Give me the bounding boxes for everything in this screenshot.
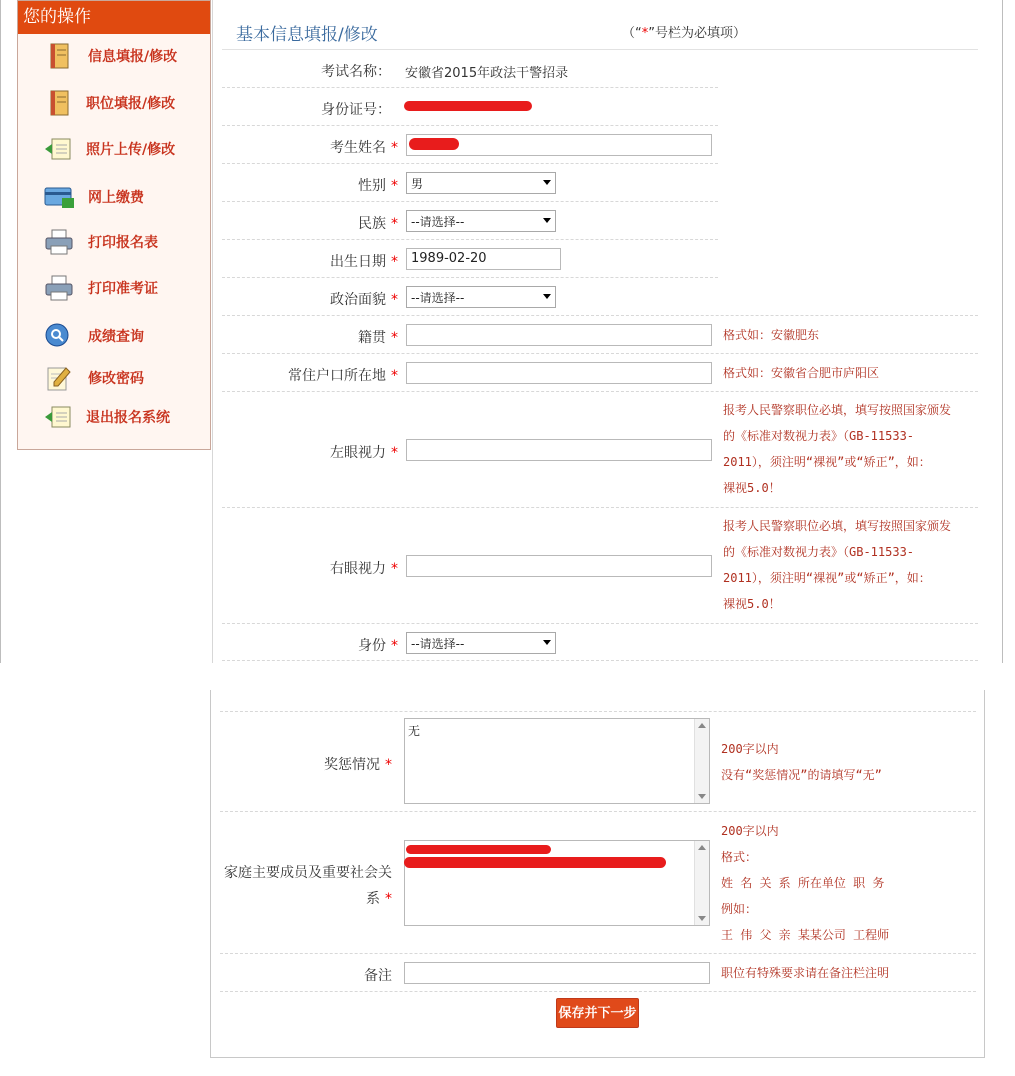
form-title: 基本信息填报/修改: [236, 25, 378, 45]
left-eye-input[interactable]: [406, 439, 712, 461]
chevron-down-icon: [543, 218, 551, 223]
menu-item-info-edit[interactable]: [42, 41, 177, 71]
menu-item-photo-upload[interactable]: [42, 134, 175, 164]
row-divider: [222, 125, 718, 126]
menu-item-exit-system[interactable]: [42, 402, 170, 432]
menu-item-label: 照片上传/修改: [86, 142, 176, 158]
political-status-label: 政治面貌 *: [330, 292, 398, 308]
left-eye-label: 左眼视力 *: [330, 445, 398, 461]
title-divider: [222, 49, 978, 50]
ethnicity-select[interactable]: --请选择--: [406, 210, 556, 232]
row-divider: [222, 163, 718, 164]
id-number-label: 身份证号：: [321, 102, 391, 118]
redaction-mark: [404, 857, 666, 868]
notebook-icon: [42, 89, 76, 117]
edit-pencil-icon: [42, 364, 76, 392]
search-icon: [42, 322, 76, 350]
rewards-hint: 200字以内 没有“奖惩情况”的请填写“无”: [721, 742, 882, 782]
rewards-value: 无: [408, 724, 421, 738]
menu-item-label: 退出报名系统: [86, 410, 170, 426]
frame-border-left: [0, 0, 1, 663]
name-label: 考生姓名 *: [330, 140, 398, 156]
scroll-down-icon: [698, 916, 706, 921]
family-label-line1: 家庭主要成员及重要社会关: [224, 865, 392, 881]
native-place-input[interactable]: [406, 324, 712, 346]
ethnicity-label: 民族 *: [358, 216, 398, 232]
menu-item-change-password[interactable]: [42, 363, 144, 393]
birth-date-label: 出生日期 *: [330, 254, 398, 270]
scroll-down-icon: [698, 794, 706, 799]
operations-sidebar: [17, 0, 211, 450]
menu-item-label: 打印准考证: [88, 281, 158, 297]
row-divider: [222, 201, 718, 202]
row-divider: [222, 239, 718, 240]
left-eye-hint: 报考人民警察职位必填，填写按照国家颁发 的《标准对数视力表》（GB-11533- 2011），须注明“裸视”或“矫正”，如： 裸视5.0！: [723, 403, 952, 495]
row-divider: [220, 991, 976, 992]
frame-border-left: [210, 690, 211, 1058]
upload-document-icon: [42, 135, 76, 163]
row-divider: [222, 277, 718, 278]
family-hint: 200字以内 格式： 姓 名 关 系 所在单位 职 务 例如： 王 伟 父 亲 某某公司 工程师: [721, 824, 890, 942]
menu-item-label: 成绩查询: [88, 329, 144, 345]
content-border: [212, 0, 213, 663]
native-place-hint: 格式如：安徽肥东: [723, 328, 820, 342]
printer-icon: [42, 274, 76, 302]
note-star: *: [641, 26, 649, 41]
chevron-down-icon: [543, 180, 551, 185]
required-note: [622, 22, 746, 41]
family-label-line2: 系 *: [366, 891, 392, 907]
right-eye-hint: 报考人民警察职位必填，填写按照国家颁发 的《标准对数视力表》（GB-11533- 2011），须注明“裸视”或“矫正”，如： 裸视5.0！: [723, 519, 952, 611]
row-divider: [222, 315, 978, 316]
row-divider: [222, 353, 978, 354]
gender-label: 性别 *: [358, 178, 398, 194]
exam-name-value: 安徽省2015年政法干警招录: [405, 66, 569, 81]
printer-icon: [42, 228, 76, 256]
note-prefix: （“: [622, 26, 642, 41]
right-eye-label: 右眼视力 *: [330, 561, 398, 577]
residence-input[interactable]: [406, 362, 712, 384]
row-divider: [222, 660, 978, 661]
menu-item-position-edit[interactable]: [42, 88, 175, 118]
row-divider: [220, 711, 976, 712]
menu-item-score-query[interactable]: [42, 321, 144, 351]
menu-item-label: 职位填报/修改: [86, 96, 176, 112]
textarea-scrollbar[interactable]: [694, 719, 709, 803]
bank-card-icon: [42, 183, 76, 211]
scroll-up-icon: [698, 723, 706, 728]
frame-border-bottom: [210, 1057, 985, 1058]
row-divider: [220, 811, 976, 812]
lower-screenshot-section: [0, 690, 1015, 1076]
right-eye-input[interactable]: [406, 555, 712, 577]
textarea-scrollbar[interactable]: [694, 841, 709, 925]
exit-document-icon: [42, 403, 76, 431]
menu-item-online-payment[interactable]: [42, 182, 144, 212]
frame-border-right: [1002, 0, 1003, 663]
scroll-up-icon: [698, 845, 706, 850]
row-divider: [222, 507, 978, 508]
redaction-mark: [404, 101, 532, 111]
exam-name-label: 考试名称：: [321, 64, 391, 80]
note-suffix: ”号栏为必填项）: [648, 26, 746, 41]
gender-select[interactable]: 男: [406, 172, 556, 194]
save-and-next-button[interactable]: 保存并下一步: [556, 998, 639, 1028]
redaction-mark: [406, 845, 551, 854]
rewards-textarea[interactable]: [404, 718, 710, 804]
menu-item-print-admission[interactable]: [42, 273, 158, 303]
remarks-input[interactable]: [404, 962, 710, 984]
birth-date-input[interactable]: 1989-02-20: [406, 248, 561, 270]
row-divider: [222, 391, 978, 392]
sidebar-title: 您的操作: [18, 1, 210, 34]
residence-label: 常住户口所在地 *: [288, 368, 398, 384]
native-place-label: 籍贯 *: [358, 330, 398, 346]
remarks-label: 备注: [364, 968, 392, 984]
redaction-mark: [409, 138, 459, 150]
menu-item-label: 网上缴费: [88, 190, 144, 206]
residence-hint: 格式如：安徽省合肥市庐阳区: [723, 366, 880, 380]
remarks-hint: 职位有特殊要求请在备注栏注明: [721, 966, 890, 980]
notebook-icon: [42, 42, 76, 70]
menu-item-label: 信息填报/修改: [88, 49, 178, 65]
chevron-down-icon: [543, 294, 551, 299]
chevron-down-icon: [543, 640, 551, 645]
row-divider: [222, 623, 978, 624]
frame-border-right: [984, 690, 985, 1058]
row-divider: [220, 953, 976, 954]
menu-item-print-form[interactable]: [42, 227, 158, 257]
menu-item-label: 打印报名表: [88, 235, 158, 251]
rewards-label: 奖惩情况 *: [324, 757, 392, 773]
row-divider: [222, 87, 718, 88]
identity-select[interactable]: --请选择--: [406, 632, 556, 654]
menu-item-label: 修改密码: [88, 371, 144, 387]
political-status-select[interactable]: --请选择--: [406, 286, 556, 308]
identity-label: 身份 *: [358, 638, 398, 654]
